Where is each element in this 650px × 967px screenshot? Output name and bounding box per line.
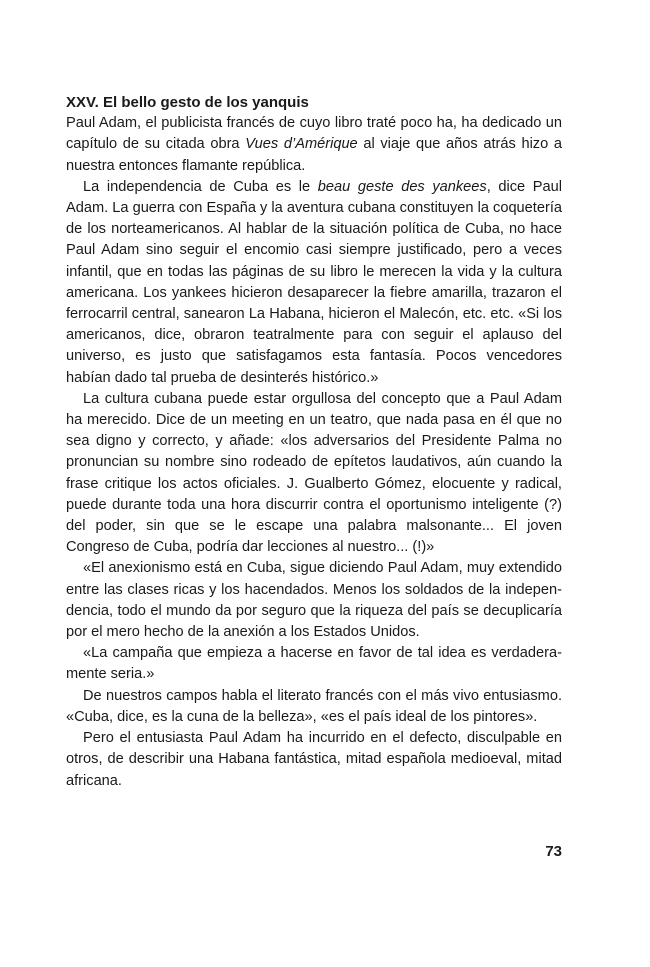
section-heading: XXV. El bello gesto de los yanquis: [66, 94, 309, 111]
paragraph-text: Paul Adam, el publicista francés de cuyo libro traté poco ha, ha dedicado un capítulo de su citada obra: [66, 115, 562, 153]
paragraph-text: La independencia de Cuba es le: [83, 178, 318, 195]
paragraph: [66, 113, 562, 177]
paragraph: [66, 643, 562, 685]
paragraph-text: al viaje que años atrás hizo a nuestra entonces flamante república.: [66, 136, 562, 174]
paragraph: [66, 177, 562, 389]
paragraph: [66, 558, 562, 643]
body-text: [66, 113, 562, 792]
paragraph: [66, 728, 562, 792]
paragraph: [66, 389, 562, 559]
italic-title-text: beau geste des yankees: [317, 178, 487, 195]
page-body: [66, 92, 562, 792]
paragraph-text: De nuestros campos habla el literato francés con el más vivo entusiasmo. «Cuba, dice, es la cuna de la belleza», «es el país ideal de los pintores».: [66, 687, 562, 725]
paragraph-text: Pero el entusiasta Paul Adam ha incurrido en el defecto, disculpable en otros, de describir una Habana fantástica, mitad española medioeval, mitad africana.: [66, 730, 562, 789]
paragraph-text: La cultura cubana puede estar orgullosa del concepto que a Paul Adam ha merecido. Dice de un meeting en un teatro, que nada pasa en él que no sea digno y correcto, y añade: «los adversarios del Presidente Palma no pronuncian su nombre sino rodeado de epítetos laudativos, aún cuando la frase critique los actos oficiales. J. Gualberto Gómez, elocuente y radical, puede durante toda una hora discurrir contra el oportunismo inteligente (?) del poder, sin que se le escape una palabra malsonante... El joven Congreso de Cuba, podría dar lecciones al nuestro... (!)»: [66, 390, 562, 556]
italic-title-text: Vues d’Amérique: [245, 136, 358, 153]
paragraph-text: «La campaña que empieza a hacerse en favor de tal idea es verdaderamente seria.»: [66, 645, 562, 683]
paragraph-text: , dice Paul Adam. La guerra con España y la aventura cubana constituyen la coquetería de los norteamericanos. Al hablar de la situación política de Cuba, no hace Paul Adam sino seguir el encomio casi siempre justificado, pero a veces infantil, que en todas las páginas de su libro le merecen la vida y la cultura americana. Los yankees hicieron desaparecer la fiebre amarilla, trazaron el ferrocarril central, sanearon La Habana, hicieron el Malecón, etc. etc. «Si los americanos, dice, obraron teatralmente para con seguir el aplauso del universo, es justo que satisfagamos esta fantasía. Pocos vencedores habían dado tal prueba de desinterés histórico.»: [66, 178, 562, 386]
paragraph-text: «El anexionismo está en Cuba, sigue diciendo Paul Adam, muy extendido entre las clases ricas y los hacendados. Menos los soldados de la independencia, todo el mundo da por seguro que la riqueza del país se decuplicaría por el mero hecho de la anexión a los Estados Unidos.: [66, 560, 562, 641]
paragraph: [66, 686, 562, 728]
page-number: 73: [545, 843, 562, 860]
